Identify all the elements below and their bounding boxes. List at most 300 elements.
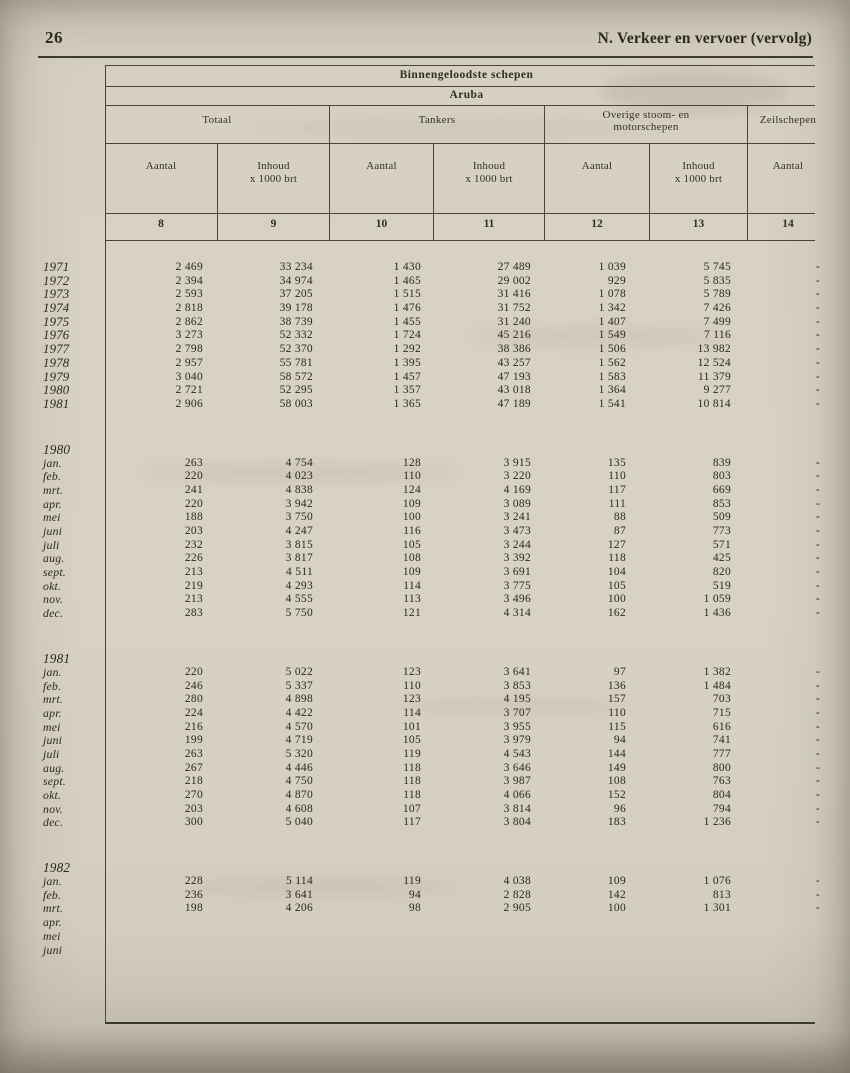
cell-col14: -: [815, 288, 820, 301]
table-row: [38, 470, 828, 484]
cell-col10: 123: [402, 693, 421, 706]
cell-col12: 1 039: [598, 261, 626, 273]
table-row: [38, 693, 828, 707]
group-header-overige: [545, 105, 748, 143]
cell-col9: 5 040: [285, 816, 313, 829]
group-label: Overige stoom- en motorschepen: [602, 109, 690, 133]
cell-col9: 52 370: [279, 343, 313, 356]
row-label: dec.: [43, 606, 64, 621]
cell-col10: 124: [402, 483, 421, 496]
row-label: nov.: [43, 801, 63, 816]
cell-col9: 55 781: [279, 356, 313, 369]
table-row: [38, 261, 828, 275]
table-row: [38, 343, 828, 357]
cell-col11: [434, 944, 545, 958]
column-number-row: [105, 213, 828, 240]
cell-col12: 104: [607, 566, 626, 579]
cell-col13: 1 484: [703, 679, 731, 692]
cell-col13: 425: [712, 552, 731, 565]
cell-col9: 4 898: [285, 693, 313, 706]
column-number: 14: [782, 218, 794, 230]
cell-col11: 31 240: [497, 315, 531, 328]
cell-col8: 188: [184, 511, 203, 524]
cell-col9: 4 838: [285, 483, 313, 496]
cell-col13: 804: [712, 789, 731, 801]
cell-col10: 128: [402, 456, 421, 469]
cell-col13: 571: [712, 538, 731, 551]
table-bottom-line: [105, 1022, 815, 1024]
cell-col12: 1 583: [598, 370, 626, 383]
cell-col9: 52 332: [279, 329, 313, 342]
cell-col14: -: [815, 706, 820, 719]
cell-col9: 4 719: [285, 734, 313, 747]
cell-col14: -: [815, 552, 820, 565]
cell-col10: 110: [403, 470, 421, 483]
cell-col13: 1 301: [703, 902, 731, 915]
cell-col11: 38 386: [497, 343, 531, 356]
cell-col11: 4 195: [503, 693, 531, 706]
row-label: feb.: [43, 887, 62, 902]
cell-col13: 763: [712, 775, 731, 788]
cell-col9: 3 817: [285, 552, 313, 565]
cell-col9: 58 003: [279, 397, 313, 410]
table-row: [38, 484, 828, 498]
table-line: [105, 65, 815, 66]
table-row: [38, 889, 828, 903]
cell-col10: 105: [402, 734, 421, 747]
row-label: aug.: [43, 551, 65, 566]
column-number: 8: [105, 213, 218, 240]
cell-col9: 5 114: [286, 875, 313, 888]
cell-col14: -: [815, 274, 820, 287]
table-row: [38, 902, 828, 916]
cell-col9: 4 870: [285, 789, 313, 801]
cell-col11: 3 987: [503, 775, 531, 788]
row-label: juni: [43, 524, 63, 538]
row-label: 1972: [43, 273, 70, 288]
subheader-cell: Inhoud x 1000 brt: [218, 143, 330, 213]
table-row: [38, 748, 828, 762]
cell-col10: 105: [402, 538, 421, 551]
table-row: [38, 734, 828, 748]
row-label: 1971: [43, 260, 70, 274]
cell-col12: 1 407: [598, 315, 626, 328]
cell-col10: 109: [402, 497, 421, 510]
group-header-zeilschepen: [748, 105, 828, 143]
cell-col11: 3 473: [503, 525, 531, 537]
cell-col8: 300: [184, 816, 203, 829]
cell-col9: 39 178: [279, 302, 313, 315]
cell-col8: [105, 944, 218, 958]
cell-col8: 241: [184, 483, 203, 496]
cell-col14: -: [815, 315, 820, 328]
cell-col14: -: [815, 302, 820, 315]
cell-col13: 777: [712, 747, 731, 760]
cell-col10: 113: [403, 593, 421, 606]
cell-col11: 2 905: [503, 902, 531, 915]
row-label: jan.: [43, 874, 62, 889]
cell-col11: 3 814: [503, 802, 531, 815]
cell-col11: 29 002: [497, 274, 531, 287]
cell-col8: 2 862: [175, 315, 203, 328]
cell-col10: 94: [408, 888, 421, 901]
cell-col11: 4 038: [503, 875, 531, 888]
cell-col8: 3 273: [175, 329, 203, 342]
table-row: [38, 680, 828, 694]
cell-col14: -: [815, 802, 820, 815]
subheader-row: [105, 143, 828, 213]
cell-col13: 773: [712, 525, 731, 537]
row-label: feb.: [43, 678, 62, 693]
table-row: [38, 457, 828, 471]
table-row: [38, 580, 828, 594]
cell-col12: 1 342: [598, 302, 626, 315]
cell-col11: 3 979: [503, 734, 531, 747]
cell-col9: 4 293: [285, 579, 313, 592]
cell-col9: 5 337: [285, 679, 313, 692]
cell-col14: [748, 930, 828, 944]
subheader-cell: Aantal: [105, 143, 218, 213]
cell-col12: 127: [607, 538, 626, 551]
cell-col9: 3 942: [285, 497, 313, 510]
cell-col13: 800: [712, 761, 731, 774]
cell-col8: 2 394: [175, 274, 203, 287]
table-row: [38, 875, 828, 889]
cell-col8: 267: [184, 761, 203, 774]
table-row: [38, 816, 828, 830]
cell-col9: 4 422: [285, 706, 313, 719]
table-row: [38, 302, 828, 316]
cell-col12: 157: [607, 693, 626, 706]
cell-col12: [545, 944, 650, 958]
row-label: 1977: [43, 342, 70, 357]
cell-col13: 12 524: [697, 356, 731, 369]
cell-col12: 118: [608, 552, 626, 565]
table-title: Binnengeloodste schepen: [399, 69, 534, 81]
row-label: okt.: [43, 788, 62, 802]
cell-col13: 5 789: [703, 288, 731, 301]
cell-col12: 110: [608, 706, 626, 719]
cell-col11: 4 066: [503, 789, 531, 801]
cell-col10: 119: [403, 747, 421, 760]
cell-col10: 1 365: [393, 397, 421, 410]
cell-col11: 3 804: [503, 816, 531, 829]
cell-col8: 2 721: [175, 384, 203, 397]
table-row: [38, 525, 828, 539]
row-label: 1974: [43, 301, 70, 316]
cell-col14: [748, 916, 828, 930]
cell-col11: 3 853: [503, 679, 531, 692]
cell-col8: 283: [184, 607, 203, 620]
cell-col11: 3 691: [503, 566, 531, 579]
cell-col8: 246: [184, 679, 203, 692]
table-row: [38, 511, 828, 525]
section-year-row: [38, 860, 828, 875]
cell-col14: -: [815, 538, 820, 551]
table-row: [38, 357, 828, 371]
cell-col8: 224: [184, 706, 203, 719]
cell-col14: -: [815, 607, 820, 620]
cell-col13: 519: [712, 579, 731, 592]
row-label: mei: [43, 928, 61, 943]
cell-col8: 213: [184, 593, 203, 606]
cell-col9: [218, 944, 330, 958]
cell-col10: 121: [402, 607, 421, 620]
cell-col11: 3 915: [503, 456, 531, 469]
cell-col13: 1 236: [703, 816, 731, 829]
cell-col14: -: [815, 397, 820, 410]
cell-col12: 144: [607, 747, 626, 760]
cell-col14: -: [815, 875, 820, 888]
cell-col8: 213: [184, 566, 203, 579]
table-row: [38, 384, 828, 398]
table-line: [105, 86, 815, 87]
section-title: N. Verkeer en vervoer (vervolg): [597, 30, 812, 47]
page-number: 26: [45, 28, 63, 47]
cell-col11: 47 193: [497, 370, 531, 383]
cell-col9: 5 750: [285, 607, 313, 620]
cell-col9: 4 247: [285, 525, 313, 537]
cell-col10: 1 357: [393, 384, 421, 397]
group-label: Tankers: [418, 114, 456, 126]
cell-col13: 11 379: [698, 370, 731, 383]
cell-col12: 96: [613, 802, 626, 815]
cell-col11: 31 416: [497, 288, 531, 301]
cell-col14: -: [815, 470, 820, 483]
cell-col13: [650, 916, 748, 930]
row-label: mei: [43, 510, 61, 525]
column-number: 13: [650, 213, 748, 240]
row-label: jan.: [43, 455, 62, 470]
row-label: 1978: [43, 355, 70, 370]
cell-col9: [218, 930, 330, 944]
cell-col11: 3 775: [503, 579, 531, 592]
cell-col14: -: [815, 356, 820, 369]
cell-col14: -: [815, 370, 820, 383]
cell-col11: 43 018: [497, 384, 531, 397]
cell-col8: 220: [184, 470, 203, 483]
cell-col13: [650, 944, 748, 958]
cell-col8: 2 818: [175, 302, 203, 315]
cell-col10: 119: [403, 875, 421, 888]
cell-col12: 135: [607, 456, 626, 469]
table-section: [38, 442, 828, 621]
cell-col14: -: [815, 902, 820, 915]
cell-col10: 117: [403, 816, 421, 829]
cell-col12: 1 364: [598, 384, 626, 397]
subheader-cell: Aantal: [330, 143, 434, 213]
cell-col14: -: [815, 775, 820, 788]
cell-col8: 2 469: [175, 261, 203, 273]
cell-col9: 58 572: [279, 370, 313, 383]
cell-col14: -: [815, 761, 820, 774]
cell-col10: 118: [403, 789, 421, 801]
cell-col8: 270: [184, 789, 203, 801]
row-label: 1980: [43, 383, 70, 398]
cell-col8: 228: [184, 875, 203, 888]
cell-col9: 4 754: [285, 456, 313, 469]
column-number: 11: [434, 213, 545, 240]
cell-col11: 3 641: [503, 665, 531, 678]
cell-col9: 5 022: [285, 665, 313, 678]
cell-col12: 100: [607, 593, 626, 606]
cell-col14: -: [815, 511, 820, 524]
cell-col10: 1 465: [393, 274, 421, 287]
row-label: sept.: [43, 565, 66, 580]
cell-col13: 813: [712, 888, 731, 901]
cell-col10: 109: [402, 566, 421, 579]
row-label: aug.: [43, 760, 65, 775]
table-rows: [38, 240, 828, 957]
cell-col13: 703: [712, 693, 731, 706]
subheader-cell: Aantal: [772, 160, 804, 172]
cell-col13: 1 076: [703, 875, 731, 888]
group-label: Zeilschepen: [759, 114, 817, 126]
cell-col12: 1 541: [598, 397, 626, 410]
cell-col12: 142: [607, 888, 626, 901]
cell-col9: 3 815: [285, 538, 313, 551]
cell-col12: 115: [608, 720, 626, 733]
table-row: [38, 329, 828, 343]
cell-col14: -: [815, 343, 820, 356]
section-year-label: 1982: [43, 860, 71, 876]
column-number: 10: [330, 213, 434, 240]
cell-col12: 1 506: [598, 343, 626, 356]
cell-col12: 929: [607, 274, 626, 287]
cell-col11: 4 169: [503, 483, 531, 496]
section-year-row: [38, 442, 828, 457]
cell-col11: [434, 930, 545, 944]
cell-col12: 94: [613, 734, 626, 747]
cell-col13: 1 382: [703, 665, 731, 678]
cell-col8: 236: [184, 888, 203, 901]
table-section: [38, 261, 828, 412]
cell-col11: 47 189: [497, 397, 531, 410]
cell-col8: 2 957: [175, 356, 203, 369]
row-label: nov.: [43, 592, 63, 607]
cell-col8: 3 040: [175, 370, 203, 383]
cell-col14: -: [815, 665, 820, 678]
cell-col10: 116: [403, 525, 421, 537]
table-row: [38, 721, 828, 735]
section-year-label: 1980: [43, 441, 71, 457]
table-row: [38, 762, 828, 776]
table-row: [38, 803, 828, 817]
cell-col13: 7 116: [704, 329, 731, 342]
cell-col13: 741: [712, 734, 731, 747]
cell-col11: 3 089: [503, 497, 531, 510]
row-label: 1981: [43, 396, 70, 411]
cell-col14: -: [815, 593, 820, 606]
column-number: 12: [545, 213, 650, 240]
row-label: juli: [43, 746, 60, 761]
cell-col11: 3 496: [503, 593, 531, 606]
row-label: sept.: [43, 774, 66, 789]
cell-col12: 1 549: [598, 329, 626, 342]
cell-col8: 263: [184, 747, 203, 760]
section-year-label: 1981: [43, 650, 71, 666]
cell-col12: [545, 916, 650, 930]
cell-col14: -: [815, 693, 820, 706]
table-row: [38, 371, 828, 385]
cell-col9: 4 570: [285, 720, 313, 733]
cell-col8: 226: [184, 552, 203, 565]
cell-col10: [330, 944, 434, 958]
cell-col14: -: [815, 747, 820, 760]
table-section: [38, 651, 828, 830]
cell-col11: 3 646: [503, 761, 531, 774]
cell-col8: 219: [184, 579, 203, 592]
cell-col8: [105, 930, 218, 944]
cell-col11: 43 257: [497, 356, 531, 369]
cell-col11: 3 955: [503, 720, 531, 733]
cell-col14: -: [815, 720, 820, 733]
section-year-row: [38, 651, 828, 666]
cell-col8: 220: [184, 497, 203, 510]
cell-col13: 7 499: [703, 315, 731, 328]
table-row: [38, 275, 828, 289]
cell-col13: 5 835: [703, 274, 731, 287]
cell-col8: 220: [184, 665, 203, 678]
cell-col11: 27 489: [497, 261, 531, 273]
cell-col10: 98: [408, 902, 421, 915]
cell-col9: 4 608: [285, 802, 313, 815]
row-label: apr.: [43, 705, 62, 720]
cell-col12: 88: [613, 511, 626, 524]
subheader-cell: Inhoud x 1000 brt: [434, 143, 545, 213]
cell-col10: 107: [402, 802, 421, 815]
cell-col14: -: [815, 384, 820, 397]
cell-col11: 4 543: [503, 747, 531, 760]
table-section: [38, 860, 828, 957]
cell-col12: 152: [607, 789, 626, 801]
cell-col13: 715: [712, 706, 731, 719]
cell-col8: 216: [184, 720, 203, 733]
cell-col8: 218: [184, 775, 203, 788]
cell-col14: -: [815, 579, 820, 592]
subheader-cell: Aantal: [545, 143, 650, 213]
row-label: feb.: [43, 469, 62, 484]
statistics-table: [38, 65, 828, 1030]
cell-col8: 199: [184, 734, 203, 747]
cell-col12: 136: [607, 679, 626, 692]
table-row: [38, 552, 828, 566]
cell-col12: 97: [613, 665, 626, 678]
cell-col9: 37 205: [279, 288, 313, 301]
table-row: [38, 607, 828, 621]
cell-col14: -: [815, 816, 820, 829]
group-label: Totaal: [202, 114, 232, 126]
cell-col12: [545, 930, 650, 944]
cell-col14: -: [815, 261, 820, 273]
cell-col10: 1 515: [393, 288, 421, 301]
cell-col14: -: [815, 734, 820, 747]
cell-col10: 114: [403, 579, 421, 592]
cell-col10: 1 476: [393, 302, 421, 315]
column-number: 9: [218, 213, 330, 240]
group-header-totaal: [105, 105, 330, 143]
cell-col10: 1 430: [393, 261, 421, 273]
cell-col8: 198: [184, 902, 203, 915]
table-row: [38, 593, 828, 607]
row-label: 1973: [43, 287, 70, 302]
row-label: jan.: [43, 664, 62, 679]
cell-col12: 111: [608, 497, 626, 510]
row-label: juli: [43, 537, 60, 552]
cell-col10: 100: [402, 511, 421, 524]
row-label: mrt.: [43, 901, 64, 916]
cell-col10: 1 292: [393, 343, 421, 356]
